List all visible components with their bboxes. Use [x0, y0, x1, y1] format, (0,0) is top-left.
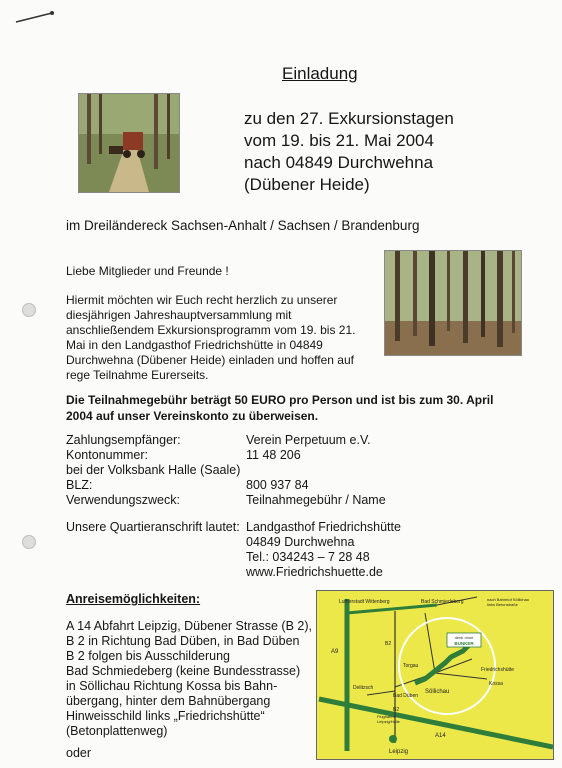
a14-road — [319, 699, 553, 747]
forest-photo — [384, 250, 522, 356]
travel-heading: Anreisemöglichkeiten: — [66, 592, 201, 606]
binder-hole-bottom — [22, 535, 36, 549]
leipzig-dot — [389, 735, 397, 743]
page-title: Einladung — [282, 64, 358, 83]
payment-value: 800 937 84 — [246, 478, 309, 492]
carriage-forest-photo — [78, 93, 180, 193]
intro-line-4: (Dübener Heide) — [244, 175, 370, 194]
map-label-wittenberg: Lutherstadt Wittenberg — [339, 599, 390, 605]
travel-line: B 2 in Richtung Bad Düben, in Bad Düben — [66, 634, 300, 648]
greeting: Liebe Mitglieder und Freunde ! — [66, 264, 229, 278]
fee-line-2: 2004 auf unser Vereinskonto zu überweisen. — [66, 409, 319, 423]
travel-line: (Betonplattenweg) — [66, 724, 168, 738]
payment-value: Verein Perpetuum e.V. — [246, 433, 371, 447]
body-line: Mai in den Landgasthof Friedrichshütte in 04849 — [66, 338, 323, 352]
travel-line: übergang, hinter dem Bahnübergang — [66, 694, 271, 708]
map-label-a9: A9 — [331, 649, 339, 655]
map-label-kossa: Kossa — [489, 681, 503, 687]
travel-line: B 2 folgen bis Ausschilderung — [66, 649, 230, 663]
intro-line-2: vom 19. bis 21. Mai 2004 — [244, 131, 434, 150]
binder-hole-top — [22, 303, 36, 317]
body-line: anschließendem Exkursionsprogramm vom 19. bis 21. — [66, 323, 356, 337]
body-line: Durchwehna (Dübener Heide) einladen und hoffen auf — [66, 353, 354, 367]
quarters-website[interactable]: www.Friedrichshuette.de — [246, 565, 383, 579]
payment-label: BLZ: — [66, 478, 93, 492]
quarters-line: 04849 Durchwehna — [246, 535, 355, 549]
body-line: rege Teilnahme Eurerseits. — [66, 368, 209, 382]
map-label-soellichau: Söllichau — [425, 689, 450, 695]
fee-line-1: Die Teilnahmegebühr beträgt 50 EURO pro Person und ist bis zum 30. April — [66, 393, 494, 407]
payment-value: 11 48 206 — [246, 448, 301, 462]
payment-label: bei der Volksbank Halle (Saale) — [66, 463, 241, 477]
map-sign-1: denk ohne — [454, 635, 474, 640]
map-label-bahnhof2: links Betonstraße — [487, 602, 518, 607]
payment-label: Verwendungszweck: — [66, 493, 180, 507]
travel-line: A 14 Abfahrt Leipzig, Dübener Strasse (B 2), — [66, 619, 312, 633]
map-label-b2-bottom: B2 — [393, 707, 400, 713]
body-line: Hiermit möchten wir Euch recht herzlich zu unserer — [66, 293, 338, 307]
route-highlight — [415, 645, 469, 683]
payment-value: Teilnahmegebühr / Name — [246, 493, 386, 507]
pin-mark — [14, 10, 54, 24]
route-map — [316, 590, 554, 760]
quarters-label: Unsere Quartieranschrift lautet: — [66, 520, 240, 534]
travel-directions — [66, 619, 312, 739]
payment-label: Kontonummer: — [66, 448, 148, 462]
payment-label: Zahlungsempfänger: — [66, 433, 181, 447]
quarters-line: Tel.: 034243 – 7 28 48 — [246, 550, 370, 564]
map-label-leipzig: Leipzig — [389, 749, 409, 755]
closing-word: oder — [66, 746, 92, 760]
map-label-delitzsch: Delitzsch — [353, 685, 374, 691]
quarters-line: Landgasthof Friedrichshütte — [246, 520, 401, 534]
travel-line: Hinweisschild links „Friedrichshütte“ — [66, 709, 265, 723]
map-label-a14: A14 — [435, 733, 446, 739]
map-label-bahnhof: nach Bahnhof Söllichau — [487, 597, 530, 602]
fee-paragraph — [66, 392, 493, 424]
intro-line-1: zu den 27. Exkursionstagen — [244, 109, 454, 128]
region-line: im Dreiländereck Sachsen-Anhalt / Sachsen / Brandenburg — [66, 218, 420, 233]
travel-line: Bad Schmiedeberg (keine Bundesstrasse) — [66, 664, 301, 678]
map-label-friedrichshuette: Friedrichshütte — [481, 667, 515, 673]
map-label-badduben: Bad Düben — [393, 693, 419, 699]
map-sign-2: BUNKER — [454, 641, 474, 646]
travel-line: in Söllichau Richtung Kossa bis Bahn- — [66, 679, 278, 693]
map-label-schmiedeberg: Bad Schmiedeberg — [421, 599, 464, 605]
map-label-torgau: Torgau — [403, 663, 419, 669]
map-label-b2-top: B2 — [385, 641, 392, 647]
map-label-flughafen: Flughafen — [377, 714, 395, 719]
body-line: diesjährigen Jahreshauptversammlung mit — [66, 308, 292, 322]
body-paragraph — [66, 293, 355, 383]
map-label-flughafen2: Leipzig/Halle — [377, 719, 400, 724]
intro-line-3: nach 04849 Durchwehna — [244, 153, 434, 172]
